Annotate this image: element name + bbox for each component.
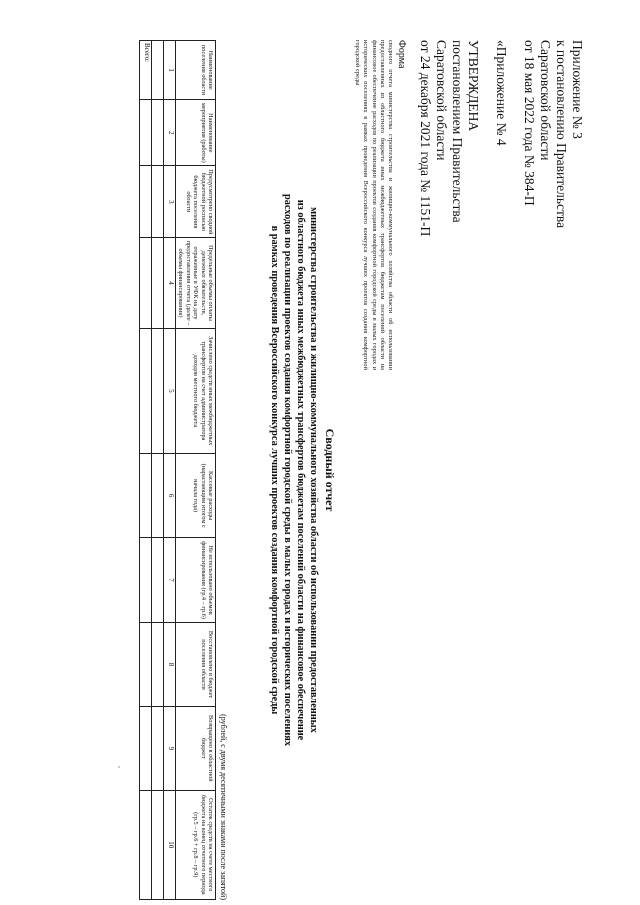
table-cell: [151, 41, 163, 100]
column-header: Предельные объемы оплаты денежных обязательств, отраженные в УФК на дату предоставления отчета (далее – объемы финансирования): [175, 238, 215, 328]
appendix-line: Саратовской области: [538, 40, 553, 161]
table-cell: [139, 790, 151, 899]
column-header: Возвращено в областной бюджет: [175, 707, 215, 790]
report-table: [139, 40, 216, 900]
appendix-line: Приложение № 3: [570, 40, 585, 139]
table-cell: [139, 622, 151, 706]
form-description: сводного отчета министерства строительства и жилищно-коммунального хозяйства области об использовании предоставленных из областного бюджета иных межбюджетных трансфертов бюджетам поселений области на финансовое обеспечение расходов по реализации проектов создания комфортной городской среды в малых городах и исторических поселениях в рамках проведения Всероссийского конкурса лучших проектов создания комфортной городской среды: [354, 40, 394, 370]
appendix-line: Саратовской области: [434, 40, 449, 161]
report-subtitle-line: в рамках проведения Всероссийского конкурса лучших проектов создания комфортной городской среды: [269, 225, 280, 715]
form-title: Форма: [396, 40, 407, 69]
column-number: 8: [163, 622, 175, 706]
report-title-block: [268, 40, 337, 900]
column-number: 7: [163, 538, 175, 623]
column-number: 6: [163, 454, 175, 538]
table-cell: [151, 454, 163, 538]
column-header: Зачислено средств иных межбюджетных трансфертов на счет администратора доходов местного бюджета: [175, 328, 215, 453]
table-cell: [151, 166, 163, 238]
appendix-line: УТВЕРЖДЕНА: [466, 40, 481, 132]
table-cell: [151, 238, 163, 328]
column-header: Восстановлено в бюджет поселения области: [175, 622, 215, 706]
column-header: Остаток средств на счете местного бюджета на конец отчетного периода (гр.5 – гр.6 + гр.8 – гр.9): [175, 790, 215, 899]
table-cell: [139, 166, 151, 238]
table-row: [151, 41, 163, 900]
column-number: 1: [163, 41, 175, 100]
appendix-line: от 18 мая 2022 года № 384-П: [522, 40, 537, 206]
report-subtitle-line: расходов по реализации проектов создания комфортной городской среды в малых городах и исторических поселениях: [282, 194, 293, 746]
column-number: 3: [163, 166, 175, 238]
form-block: [353, 40, 407, 370]
table-cell: [151, 538, 163, 623]
report-subtitle-line: министерства строительства и жилищно-коммунального хозяйства области об использовании предоставленных: [308, 207, 319, 733]
table-cell: [139, 707, 151, 790]
table-cell: [151, 622, 163, 706]
column-header: Наименование мероприятия (работы): [175, 100, 215, 166]
column-header: Наименование поселения области: [175, 41, 215, 100]
report-title: Сводный отчет: [323, 428, 337, 512]
appendix-line: «Приложение № 4: [494, 40, 509, 146]
appendix-line: от 24 декабря 2021 года № 1151-П: [418, 40, 433, 237]
table-header-row: [175, 41, 215, 900]
table-cell: [151, 790, 163, 899]
column-header: Предусмотрено сводной бюджетной росписью бюджета поселения области: [175, 166, 215, 238]
column-number: 10: [163, 790, 175, 899]
column-number: 4: [163, 238, 175, 328]
table-cell: [151, 328, 163, 453]
table-cell: [139, 454, 151, 538]
column-number-row: [163, 41, 175, 900]
table-cell: [139, 100, 151, 166]
appendix-header: [417, 40, 585, 370]
table-cell: [151, 707, 163, 790]
appendix-line: к постановлению Правительства: [554, 40, 569, 229]
column-header: Кассовые расходы (нарастающим итогом с начала года): [175, 454, 215, 538]
report-subtitle-line: из областного бюджета иных межбюджетных трансфертов бюджетам поселений области на финансовое обеспечение: [295, 199, 306, 741]
units-note: (рублей, с двумя десятичными знаками после запятой): [219, 714, 228, 900]
total-row: [139, 41, 151, 900]
appendix-line: постановлением Правительства: [450, 40, 465, 223]
table-cell: [139, 538, 151, 623]
column-number: 9: [163, 707, 175, 790]
table-cell: [139, 328, 151, 453]
column-number: 2: [163, 100, 175, 166]
table-cell: [139, 238, 151, 328]
rotated-document: [0, 40, 585, 900]
column-number: 5: [163, 328, 175, 453]
column-header: Не использовано объемов финансирования (гр.4 – гр.6): [175, 538, 215, 623]
total-label: Всего:: [139, 41, 151, 100]
table-cell: [151, 100, 163, 166]
